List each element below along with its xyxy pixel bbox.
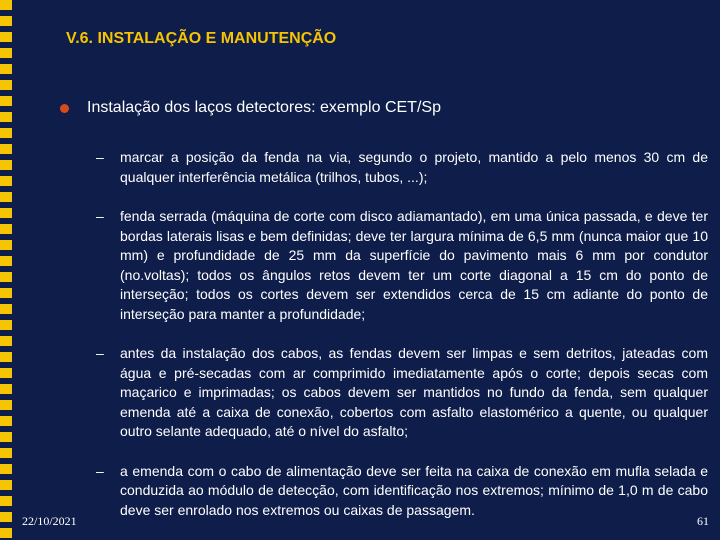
- sub-item: [96, 207, 708, 324]
- slide-title: V.6. INSTALAÇÃO E MANUTENÇÃO: [66, 30, 337, 47]
- bullet-dot-icon: [60, 104, 69, 113]
- page-number: 61: [697, 514, 709, 528]
- sub-item-text: marcar a posição da fenda na via, segundo o projeto, mantido a pelo menos 30 cm de qualquer interferência metálica (trilhos, tubos, ...);: [120, 149, 708, 185]
- sub-item-text: antes da instalação dos cabos, as fendas devem ser limpas e sem detritos, jateadas com água e pré-secadas com ar comprimido imediatamente após o corte; depois secas com maçarico e imprimadas; os cabos devem ser mantidos no fundo da fenda, sem qualquer emenda até a caixa de conexão, cobertos com asfalto elastomérico a quente, ou qualquer outro selante adequado, até o nível do asfalto;: [120, 345, 708, 439]
- slide-date: 22/10/2021: [22, 514, 77, 528]
- sub-items-list: [96, 148, 708, 540]
- decorative-border-strip: [0, 0, 16, 540]
- sub-item: [96, 148, 708, 187]
- dash-icon: –: [96, 345, 104, 361]
- sub-item-text: a emenda com o cabo de alimentação deve ser feita na caixa de conexão em mufla selada e conduzida ao módulo de detecção, com identificação nos extremos; mínimo de 1,0 m de cabo deve ser enrolado nos extremos ou caixas de passagem.: [120, 462, 708, 518]
- dash-icon: –: [96, 149, 104, 165]
- main-bullet-text: Instalação dos laços detectores: exemplo CET/Sp: [87, 99, 441, 116]
- main-bullet: [60, 99, 441, 117]
- sub-item: [96, 344, 708, 442]
- sub-item-text: fenda serrada (máquina de corte com disco adiamantado), em uma única passada, e deve ter bordas laterais lisas e bem definidas; deve ter largura mínima de 6,5 mm (nunca maior que 10 mm) e profundidade de 25 mm da superfície do pavimento mais 6 mm por condutor (no.voltas); todos os ângulos retos devem ter um corte diagonal a 15 cm do ponto de interseção; todos os cortes devem ser extendidos cerca de 15 cm adiante do ponto de interseção para manter a profundidade;: [120, 208, 708, 322]
- dash-icon: –: [96, 462, 104, 479]
- dash-icon: –: [96, 208, 104, 224]
- sub-item: [96, 462, 708, 521]
